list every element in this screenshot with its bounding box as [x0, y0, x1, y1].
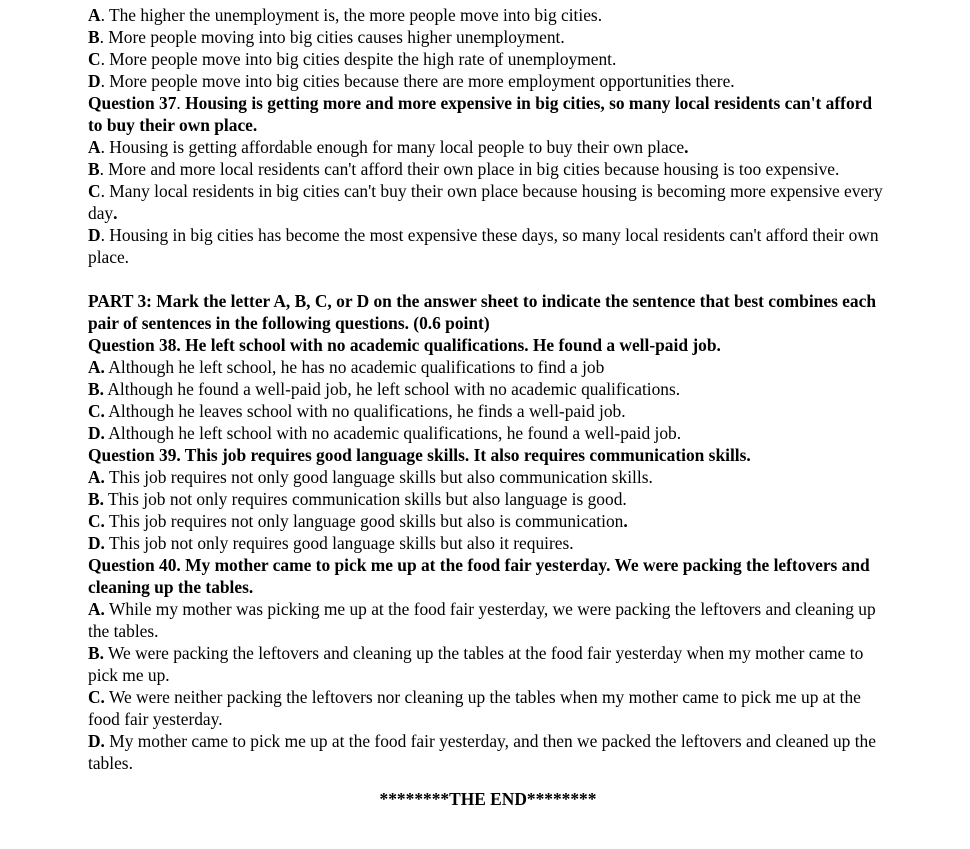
option-letter: B — [88, 27, 100, 47]
option-letter: A. — [88, 467, 105, 487]
option-text: Although he left school with no academic qualifications, he found a well-paid job. — [104, 423, 682, 443]
option-letter: C — [88, 181, 101, 201]
q38-option-c — [88, 400, 888, 422]
option-text: We were neither packing the leftovers nor cleaning up the tables when my mother came to pick me up at the food fair yesterday. — [88, 687, 861, 729]
q38-option-d — [88, 422, 888, 444]
option-letter: A. — [88, 599, 105, 619]
question-37 — [88, 92, 888, 268]
question-40 — [88, 554, 888, 774]
q36-option-b — [88, 26, 888, 48]
option-letter: C — [88, 49, 101, 69]
q38-title: Question 38. He left school with no academic qualifications. He found a well-paid job. — [88, 335, 721, 355]
option-letter: B. — [88, 489, 104, 509]
option-letter: C. — [88, 687, 105, 707]
q40-option-b — [88, 642, 888, 686]
option-text: Although he left school, he has no academic qualifications to find a job — [104, 357, 605, 377]
option-letter: C. — [88, 401, 105, 421]
option-text: . More people moving into big cities causes higher unemployment. — [99, 27, 565, 47]
option-letter: D — [88, 71, 101, 91]
option-letter: A. — [88, 357, 105, 377]
option-text: This job requires not only language good skills but also is communication — [104, 511, 624, 531]
q36-option-d — [88, 70, 888, 92]
option-letter: B. — [88, 379, 104, 399]
q40-option-a — [88, 598, 888, 642]
q36-options — [88, 4, 888, 92]
option-tail: . — [623, 511, 628, 531]
q37-label: Question 37 — [88, 93, 177, 113]
option-letter: A — [88, 137, 101, 157]
option-letter: B. — [88, 643, 104, 663]
option-text: My mother came to pick me up at the food fair yesterday, and then we packed the leftovers and cleaned up the tables. — [88, 731, 876, 773]
option-text: This job not only requires communication skills but also language is good. — [103, 489, 627, 509]
option-letter: D. — [88, 533, 105, 553]
option-letter: B — [88, 159, 100, 179]
question-39 — [88, 444, 888, 554]
option-letter: A — [88, 5, 101, 25]
q39-option-a — [88, 466, 888, 488]
q40-option-d — [88, 730, 888, 774]
option-tail: . — [684, 137, 689, 157]
q37-title — [88, 92, 888, 136]
q37-prompt: Housing is getting more and more expensive in big cities, so many local residents can't afford to buy their own place. — [88, 93, 873, 135]
spacer — [88, 268, 888, 290]
option-letter: D. — [88, 423, 105, 443]
q37-option-c — [88, 180, 888, 224]
the-end-marker: ********THE END******** — [379, 789, 597, 809]
q37-option-d — [88, 224, 888, 268]
option-text: . More and more local residents can't afford their own place in big cities because housing is too expensive. — [99, 159, 840, 179]
q36-option-c — [88, 48, 888, 70]
q36-option-a — [88, 4, 888, 26]
q39-option-d — [88, 532, 888, 554]
q37-option-b — [88, 158, 888, 180]
option-text: . The higher the unemployment is, the more people move into big cities. — [100, 5, 603, 25]
option-text: We were packing the leftovers and cleaning up the tables at the food fair yesterday when my mother came to pick me up. — [88, 643, 864, 685]
option-letter: D — [88, 225, 101, 245]
option-letter: C. — [88, 511, 105, 531]
q37-sep: . — [176, 93, 186, 113]
q38-option-b — [88, 378, 888, 400]
option-text: While my mother was picking me up at the food fair yesterday, we were packing the leftovers and cleaning up the tables. — [88, 599, 876, 641]
option-text: . Housing in big cities has become the most expensive these days, so many local residents can't afford their own place. — [88, 225, 879, 267]
option-text: Although he leaves school with no qualifications, he finds a well-paid job. — [104, 401, 626, 421]
q40-title: Question 40. My mother came to pick me up at the food fair yesterday. We were packing the leftovers and cleaning up the tables. — [88, 555, 870, 597]
option-text: This job requires not only good language skills but also communication skills. — [104, 467, 653, 487]
q37-option-a — [88, 136, 888, 158]
option-text: . More people move into big cities despite the high rate of unemployment. — [100, 49, 617, 69]
q39-option-b — [88, 488, 888, 510]
option-text: . Many local residents in big cities can't buy their own place because housing is becoming more expensive every day — [88, 181, 883, 223]
option-letter: D. — [88, 731, 105, 751]
option-text: Although he found a well-paid job, he left school with no academic qualifications. — [103, 379, 681, 399]
q39-option-c — [88, 510, 888, 532]
q38-option-a — [88, 356, 888, 378]
q39-title: Question 39. This job requires good language skills. It also requires communication skills. — [88, 445, 751, 465]
exam-page — [88, 4, 888, 810]
question-38 — [88, 334, 888, 444]
option-text: . More people move into big cities because there are more employment opportunities there. — [100, 71, 735, 91]
part3-heading: PART 3: Mark the letter A, B, C, or D on the answer sheet to indicate the sentence that best combines each pair of sentences in the following questions. (0.6 point) — [88, 291, 876, 333]
option-text: . Housing is getting affordable enough for many local people to buy their own place — [100, 137, 685, 157]
q40-option-c — [88, 686, 888, 730]
option-tail: . — [113, 203, 118, 223]
option-text: This job not only requires good language skills but also it requires. — [104, 533, 574, 553]
